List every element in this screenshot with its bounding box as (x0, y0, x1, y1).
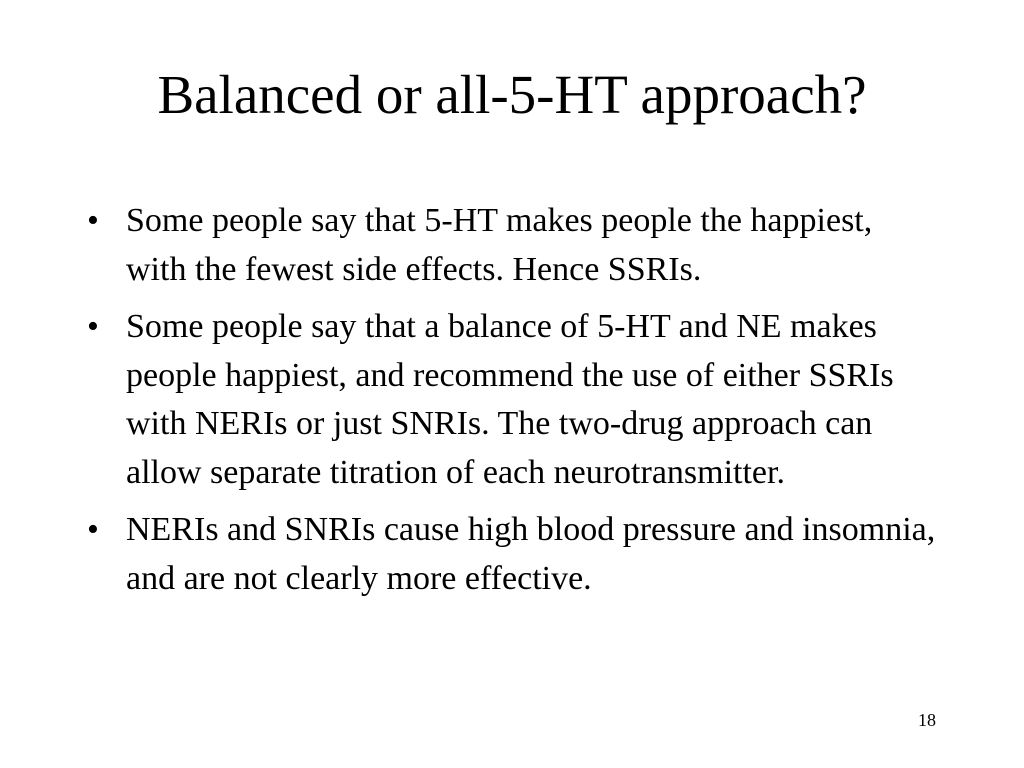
bullet-marker: • (87, 202, 99, 239)
bullet-text: NERIs and SNRIs cause high blood pressure and insomnia, and are not clearly more effective. (126, 511, 936, 597)
bullet-list (87, 197, 937, 612)
bullet-text: Some people say that 5-HT makes people the happiest, with the fewest side effects. Hence SSRIs. (126, 202, 873, 288)
bullet-marker: • (87, 308, 99, 345)
bullet-text: Some people say that a balance of 5-HT and NE makes people happiest, and recommend the use of either SSRIs with NERIs or just SNRIs. The two-drug approach can allow separate titration of each neurotransmitter. (126, 308, 894, 491)
bullet-item (87, 303, 937, 497)
bullet-marker: • (87, 511, 99, 548)
bullet-item (87, 197, 937, 294)
bullet-item (87, 506, 937, 603)
slide-title: Balanced or all-5-HT approach? (157, 64, 867, 125)
slide-number: 18 (918, 710, 936, 730)
